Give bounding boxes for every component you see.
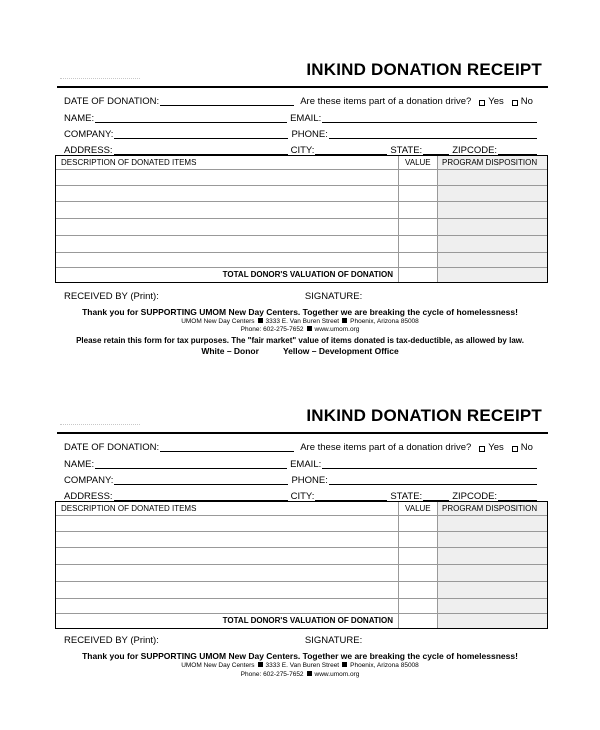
title-rule — [57, 86, 548, 88]
table-row[interactable] — [56, 218, 547, 219]
disposition-column-divider — [437, 156, 438, 282]
company-label: COMPANY: — [64, 129, 114, 140]
org-name: UMOM New Day Centers — [181, 662, 255, 669]
no-label: No — [520, 96, 533, 107]
disposition-column-shade — [437, 156, 547, 282]
col-disposition: PROGRAM DISPOSITION — [442, 158, 538, 167]
name-row — [64, 456, 540, 470]
city-label: CITY: — [290, 145, 315, 156]
disposition-column-shade — [437, 502, 547, 628]
table-row[interactable] — [56, 201, 547, 202]
org-name: UMOM New Day Centers — [181, 318, 255, 325]
table-row[interactable] — [56, 613, 547, 614]
org-web: www.umom.org — [314, 671, 360, 678]
name-label: NAME: — [64, 459, 95, 470]
address-field[interactable] — [114, 145, 288, 155]
title-rule — [57, 432, 548, 434]
address-label: ADDRESS: — [64, 145, 113, 156]
org-contact-line — [0, 671, 600, 678]
table-row[interactable] — [56, 185, 547, 186]
email-field[interactable] — [322, 459, 537, 469]
date-field[interactable] — [160, 96, 294, 106]
thank-you-message: Thank you for SUPPORTING UMOM New Day Centers. Together we are breaking the cycle of homelessness! — [82, 307, 518, 317]
org-contact-line — [0, 326, 600, 333]
state-field[interactable] — [423, 145, 449, 155]
yes-checkbox[interactable] — [479, 446, 485, 452]
address-row — [64, 488, 540, 502]
table-row[interactable] — [56, 252, 547, 253]
square-bullet-icon — [258, 318, 263, 323]
signature-label: SIGNATURE: — [304, 635, 363, 646]
receipt-title: INKIND DONATION RECEIPT — [306, 60, 542, 79]
address-field[interactable] — [114, 491, 288, 501]
copy-white: White – Donor — [201, 346, 259, 356]
city-field[interactable] — [315, 491, 387, 501]
org-city: Phoenix, Arizona 85008 — [350, 662, 419, 669]
received-by-label: RECEIVED BY (Print): — [64, 635, 159, 646]
email-label: EMAIL: — [290, 459, 322, 470]
table-row[interactable] — [56, 531, 547, 532]
col-description: DESCRIPTION OF DONATED ITEMS — [61, 504, 197, 513]
zip-field[interactable] — [498, 491, 537, 501]
col-description: DESCRIPTION OF DONATED ITEMS — [61, 158, 197, 167]
yes-label: Yes — [488, 442, 504, 453]
state-label: STATE: — [390, 491, 423, 502]
org-address-line — [0, 662, 600, 669]
table-row[interactable] — [56, 235, 547, 236]
state-label: STATE: — [390, 145, 423, 156]
city-label: CITY: — [290, 491, 315, 502]
receipt-title: INKIND DONATION RECEIPT — [306, 406, 542, 425]
value-column-divider — [398, 156, 399, 282]
thank-you-message: Thank you for SUPPORTING UMOM New Day Centers. Together we are breaking the cycle of homelessness! — [82, 651, 518, 661]
date-row — [64, 93, 540, 107]
total-valuation-label: TOTAL DONOR'S VALUATION OF DONATION — [222, 616, 393, 625]
square-bullet-icon — [342, 662, 347, 667]
zip-label: ZIPCODE: — [452, 491, 498, 502]
disposition-column-divider — [437, 502, 438, 628]
col-disposition: PROGRAM DISPOSITION — [442, 504, 538, 513]
zip-label: ZIPCODE: — [452, 145, 498, 156]
company-field[interactable] — [114, 129, 288, 139]
name-field[interactable] — [95, 113, 287, 123]
org-web: www.umom.org — [314, 326, 360, 333]
signature-label: SIGNATURE: — [304, 291, 363, 302]
yes-checkbox[interactable] — [479, 100, 485, 106]
state-field[interactable] — [423, 491, 449, 501]
name-row — [64, 110, 540, 124]
company-row — [64, 472, 540, 486]
donated-items-table — [55, 155, 548, 283]
received-by-label: RECEIVED BY (Print): — [64, 291, 159, 302]
address-label: ADDRESS: — [64, 491, 113, 502]
col-value: VALUE — [405, 504, 431, 513]
phone-label: PHONE: — [291, 475, 328, 486]
table-row[interactable] — [56, 547, 547, 548]
org-address: 3333 E. Van Buren Street — [265, 318, 340, 325]
date-label: DATE OF DONATION: — [64, 96, 160, 107]
email-label: EMAIL: — [290, 113, 322, 124]
faint-header-mark — [60, 78, 140, 81]
no-label: No — [520, 442, 533, 453]
drive-question: Are these items part of a donation drive? — [300, 96, 472, 107]
date-row — [64, 439, 540, 453]
value-column-divider — [398, 502, 399, 628]
faint-header-mark — [60, 424, 140, 427]
phone-label: PHONE: — [291, 129, 328, 140]
org-address-line — [0, 318, 600, 325]
table-row[interactable] — [56, 267, 547, 268]
donation-receipt-1 — [0, 0, 600, 360]
table-header — [56, 502, 547, 515]
name-field[interactable] — [95, 459, 287, 469]
copy-yellow: Yellow – Development Office — [282, 346, 399, 356]
org-phone: Phone: 602-275-7652 — [240, 326, 304, 333]
table-header — [56, 156, 547, 169]
tax-note: Please retain this form for tax purposes. The "fair market" value of items donated is tax-deductible, as allowed by law. — [76, 336, 524, 345]
no-checkbox[interactable] — [512, 446, 518, 452]
email-field[interactable] — [322, 113, 537, 123]
square-bullet-icon — [342, 318, 347, 323]
address-row — [64, 142, 540, 156]
donation-receipt-2 — [0, 346, 600, 706]
city-field[interactable] — [315, 145, 387, 155]
square-bullet-icon — [307, 326, 312, 331]
phone-field[interactable] — [329, 129, 537, 139]
date-field[interactable] — [160, 442, 294, 452]
col-value: VALUE — [405, 158, 431, 167]
company-label: COMPANY: — [64, 475, 114, 486]
company-row — [64, 126, 540, 140]
phone-field[interactable] — [329, 475, 537, 485]
received-row — [64, 632, 540, 646]
table-row[interactable] — [56, 598, 547, 599]
org-address: 3333 E. Van Buren Street — [265, 662, 340, 669]
total-valuation-label: TOTAL DONOR'S VALUATION OF DONATION — [222, 270, 393, 279]
square-bullet-icon — [307, 671, 312, 676]
table-row[interactable] — [56, 581, 547, 582]
org-city: Phoenix, Arizona 85008 — [350, 318, 419, 325]
zip-field[interactable] — [498, 145, 537, 155]
no-checkbox[interactable] — [512, 100, 518, 106]
table-row[interactable] — [56, 169, 547, 170]
yes-label: Yes — [488, 96, 504, 107]
org-phone: Phone: 602-275-7652 — [240, 671, 304, 678]
date-label: DATE OF DONATION: — [64, 442, 160, 453]
donated-items-table — [55, 501, 548, 629]
received-row — [64, 288, 540, 302]
name-label: NAME: — [64, 113, 95, 124]
table-row[interactable] — [56, 515, 547, 516]
drive-question: Are these items part of a donation drive? — [300, 442, 472, 453]
company-field[interactable] — [114, 475, 288, 485]
square-bullet-icon — [258, 662, 263, 667]
table-row[interactable] — [56, 564, 547, 565]
